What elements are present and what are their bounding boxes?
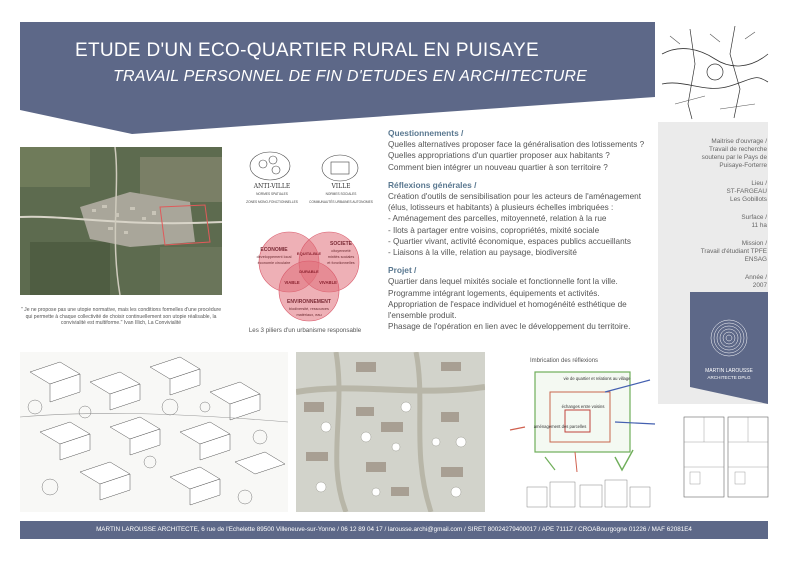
- svg-text:DURABLE: DURABLE: [299, 269, 319, 274]
- illich-quote: " Je ne propose pas une utopie normative, mais les conditions formelles d'une procédure qui permette à chaque collectivité de choisir continuellement son utopie réalisable, la convivialité est multiforme." Ivan Illich, La Convivialité: [20, 307, 222, 327]
- footer-text: MARTIN LAROUSSE ARCHITECTE, 6 rue de l'Echelette 89500 Villeneuve-sur-Yonne / 06 12 89 04 17 / larousse.archi@gmail.com / SIRET 80024279400017 / APE 7111Z / CROABourgogne 01226 / MAF 62081E4: [96, 526, 692, 533]
- aerial-photo: [20, 147, 222, 295]
- page-subtitle: TRAVAIL PERSONNEL DE FIN D'ETUDES EN ARCHITECTURE: [113, 68, 587, 85]
- questionnements-section: Questionnements / Quelles alternatives proposer face la généralisation des lotissements ? Quelles appropriations d'un quartier proposer aux habitants ? Comment bien intégrer un nouveau quartier à son territoire ?: [388, 128, 660, 173]
- imbrication-title: Imbrication des réflexions: [530, 358, 599, 364]
- pillars-caption: Les 3 piliers d'un urbanisme responsable: [248, 327, 362, 334]
- info-annee: Année / 2007: [744, 274, 767, 289]
- svg-text:matériaux, eau: matériaux, eau: [296, 313, 322, 317]
- pillars-diagram: [244, 229, 374, 325]
- architect-logo: [690, 292, 768, 404]
- logo-line2: ARCHITECTE DPLG: [707, 375, 751, 380]
- logo-line1: MARTIN LAROUSSE: [705, 368, 753, 374]
- label-parcelles: aménagement des parcelles: [533, 424, 587, 429]
- site-sketch-map: [660, 24, 770, 120]
- reflexions-section: Réflexions générales / Création d'outils de sensibilisation pour les acteurs de l'aménagement (élus, lotisseurs et habitants) à plusieurs échelles imbriquées : - Aménagement des parcelles, mitoyenneté, relation à la rue - Ilots à partager entre voisins, copropriétés, mixité sociale - Quartier vivant, activité économique, espaces publics accueillants - Liaisons à la ville, relation au paysage, biodiversité: [388, 180, 660, 258]
- ville-label: VILLE: [331, 183, 351, 190]
- reflexions-heading: Réflexions générales /: [388, 179, 477, 190]
- city-sketches: [243, 148, 373, 224]
- label-echanges: échanges entre voisins: [561, 404, 605, 409]
- info-surface: Surface / 11 ha: [741, 214, 767, 229]
- floor-plan: [680, 412, 775, 512]
- antiville-label: ANTI-VILLE: [253, 183, 291, 190]
- projet-section: Projet / Quartier dans lequel mixités sociale et fonctionnelle font la ville. Programme intégrant logements, équipements et activités. Appropriation de l'espace individuel et homogénéité esthétique de l'ensemble produit. Phasage de l'opération en lien avec le développement du territoire.: [388, 265, 660, 332]
- svg-text:mixités sociales: mixités sociales: [327, 255, 355, 259]
- info-mission: Mission / Travail d'étudiant TPFE ENSAG: [700, 240, 767, 263]
- svg-text:développement local: développement local: [256, 255, 292, 259]
- imbrication-diagram: [505, 352, 670, 512]
- questionnements-heading: Questionnements /: [388, 128, 464, 138]
- page-title: ETUDE D'UN ECO-QUARTIER RURAL EN PUISAYE: [75, 40, 539, 61]
- svg-text:COMMUNAUTÉS URBAINES AUTONOMES: COMMUNAUTÉS URBAINES AUTONOMES: [309, 200, 373, 204]
- svg-text:économie circulaire: économie circulaire: [257, 261, 291, 265]
- svg-text:VIABLE: VIABLE: [284, 280, 300, 285]
- svg-text:NORMES SPATIALES: NORMES SPATIALES: [256, 192, 288, 196]
- svg-text:ECONOMIE: ECONOMIE: [260, 247, 288, 253]
- axonometric-sketch: [20, 352, 288, 512]
- svg-text:SOCIETE: SOCIETE: [330, 241, 352, 247]
- site-plan: [296, 352, 485, 512]
- main-text: [388, 128, 660, 339]
- svg-text:ZONES MONO-FONCTIONNELLES: ZONES MONO-FONCTIONNELLES: [246, 200, 298, 204]
- svg-text:VIVABLE: VIVABLE: [319, 280, 337, 285]
- svg-text:et fonctionnelles: et fonctionnelles: [327, 261, 355, 265]
- svg-text:citoyenneté: citoyenneté: [331, 249, 351, 253]
- svg-text:NORMES SOCIALES: NORMES SOCIALES: [325, 192, 357, 196]
- projet-heading: Projet /: [388, 265, 417, 276]
- project-info: [663, 138, 767, 300]
- svg-text:biodiversité, ressources: biodiversité, ressources: [289, 307, 329, 311]
- svg-text:EQUITA-BLE: EQUITA-BLE: [296, 251, 322, 256]
- svg-text:ENVIRONNEMENT: ENVIRONNEMENT: [287, 299, 331, 305]
- label-vie-quartier: vie de quartier et relations au village: [563, 376, 631, 381]
- info-lieu: Lieu / ST-FARGEAU Les Gobillots: [726, 180, 767, 203]
- info-maitrise: Maitrise d'ouvrage / Travail de recherche soutenu par le Pays de Puisaye-Forterre: [701, 138, 767, 169]
